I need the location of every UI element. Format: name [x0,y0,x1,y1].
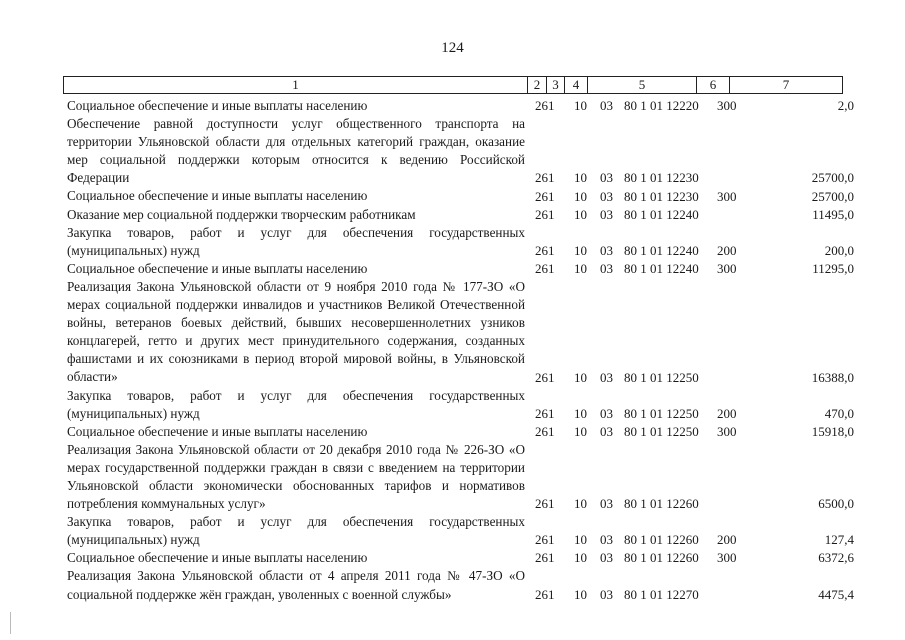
row-description: Социальное обеспечение и иные выплаты населению [67,260,368,276]
row-codes [525,169,854,187]
section-code: 10 [574,550,587,566]
row-description: Реализация Закона Ульяновской области от 9 ноября 2010 года № 177-ЗО «О мерах социальной поддержки инвалидов и участников Великой Отечественной войны, ветеранов боевых действий, бывших несовершеннолетних узников концлагерей, гетто и других мест принудительного содержания, созданных фашистами и их союзниками в период второй мировой войны, в Ульяновской области» [67,278,525,385]
row-codes [525,242,854,260]
target-article-code: 80 1 01 12250 [624,405,699,421]
amount: 15918,0 [811,423,854,439]
section-code: 10 [574,423,587,439]
header-col-6: 6 [697,77,730,94]
subsection-code: 03 [600,98,613,114]
admin-code: 261 [535,98,555,114]
expense-type-code [717,586,750,604]
target-article-code: 80 1 01 12230 [624,188,699,204]
target-article-code: 80 1 01 12260 [624,496,699,512]
table-row [67,260,857,278]
amount: 2,0 [837,98,854,114]
amount: 11295,0 [812,260,854,276]
admin-code: 261 [535,260,555,276]
subsection-code: 03 [600,550,613,566]
subsection-code: 03 [600,496,613,512]
section-code: 10 [574,242,587,258]
admin-code: 261 [535,586,555,602]
header-col-7: 7 [730,77,843,94]
amount: 4475,4 [818,586,854,602]
expense-type-code [717,169,750,187]
amount: 200,0 [824,242,854,258]
subsection-code: 03 [600,423,613,439]
subsection-code: 03 [600,405,613,421]
amount: 6372,6 [818,550,854,566]
subsection-code: 03 [600,369,613,385]
row-description: Закупка товаров, работ и услуг для обеспечения государственных (муниципальных) нужд [67,514,525,548]
expense-type-code: 300 [717,260,737,276]
section-code: 10 [574,260,587,276]
expense-type-code: 300 [717,550,737,566]
admin-code: 261 [535,496,555,512]
table-row [67,567,857,603]
amount: 25700,0 [811,170,854,186]
row-description: Реализация Закона Ульяновской области от 4 апреля 2011 года № 47-ЗО «О социальной поддержке жён граждан, уволенных с военной службы» [67,568,525,602]
target-article-code: 80 1 01 12260 [624,532,699,548]
row-codes [525,188,854,206]
table-row [67,187,857,205]
admin-code: 261 [535,405,555,421]
row-description: Реализация Закона Ульяновской области от 20 декабря 2010 года № 226-ЗО «О мерах государственной поддержки граждан в связи с введением на территории Ульяновской области экономически обоснованных тарифов и нормативов потребления коммунальных услуг» [67,441,525,512]
section-code: 10 [574,586,587,602]
table-row [67,549,857,567]
target-article-code: 80 1 01 12240 [624,260,699,276]
subsection-code: 03 [600,260,613,276]
target-article-code: 80 1 01 12270 [624,586,699,602]
subsection-code: 03 [600,586,613,602]
row-description: Закупка товаров, работ и услуг для обеспечения государственных (муниципальных) нужд [67,387,525,421]
row-codes [525,97,854,115]
expense-type-code: 300 [717,188,737,204]
section-code: 10 [574,170,587,186]
row-codes [525,369,854,387]
expense-type-code [717,206,750,224]
admin-code: 261 [535,532,555,548]
table-row [67,441,857,513]
header-col-5: 5 [588,77,697,94]
target-article-code: 80 1 01 12260 [624,550,699,566]
row-description: Социальное обеспечение и иные выплаты населению [67,188,368,204]
admin-code: 261 [535,170,555,186]
expense-type-code: 300 [717,423,737,439]
section-code: 10 [574,206,587,222]
table-row [67,115,857,187]
scan-margin-mark [10,612,11,634]
subsection-code: 03 [600,206,613,222]
row-codes [525,549,854,567]
row-description: Оказание мер социальной поддержки творческим работникам [67,206,416,222]
expense-type-code: 300 [717,98,737,114]
admin-code: 261 [535,242,555,258]
page-number: 124 [441,40,464,56]
subsection-code: 03 [600,170,613,186]
admin-code: 261 [535,206,555,222]
header-col-2: 2 [528,77,547,94]
target-article-code: 80 1 01 12250 [624,369,699,385]
table-row [67,423,857,441]
amount: 127,4 [824,532,854,548]
header-col-3: 3 [547,77,565,94]
target-article-code: 80 1 01 12220 [624,98,699,114]
target-article-code: 80 1 01 12240 [624,242,699,258]
subsection-code: 03 [600,532,613,548]
budget-rows [67,97,857,604]
row-description: Социальное обеспечение и иные выплаты населению [67,423,368,439]
row-description: Закупка товаров, работ и услуг для обеспечения государственных (муниципальных) нужд [67,224,525,258]
table-row [67,387,857,423]
amount: 470,0 [824,405,854,421]
column-header-table [63,76,843,94]
table-row [67,513,857,549]
expense-type-code [717,369,750,387]
admin-code: 261 [535,369,555,385]
table-row [67,224,857,260]
target-article-code: 80 1 01 12230 [624,170,699,186]
section-code: 10 [574,188,587,204]
row-codes [525,586,854,604]
table-row [67,97,857,115]
row-codes [525,495,854,513]
expense-type-code: 200 [717,532,737,548]
expense-type-code [717,495,750,513]
admin-code: 261 [535,550,555,566]
admin-code: 261 [535,423,555,439]
amount: 11495,0 [812,206,854,222]
amount: 16388,0 [811,369,854,385]
section-code: 10 [574,405,587,421]
row-codes [525,206,854,224]
expense-type-code: 200 [717,242,737,258]
section-code: 10 [574,496,587,512]
admin-code: 261 [535,188,555,204]
table-row [67,206,857,224]
subsection-code: 03 [600,188,613,204]
section-code: 10 [574,369,587,385]
header-col-4: 4 [565,77,588,94]
row-codes [525,423,854,441]
row-codes [525,405,854,423]
expense-type-code: 200 [717,405,737,421]
amount: 6500,0 [818,496,854,512]
table-row [67,278,857,387]
row-description: Обеспечение равной доступности услуг общественного транспорта на территории Ульяновской области для отдельных категорий граждан, оказание мер социальной поддержки которым относится к ведению Российской Федерации [67,116,525,186]
section-code: 10 [574,98,587,114]
row-codes [525,260,854,278]
row-codes [525,531,854,549]
target-article-code: 80 1 01 12250 [624,423,699,439]
subsection-code: 03 [600,242,613,258]
row-description: Социальное обеспечение и иные выплаты населению [67,550,368,566]
section-code: 10 [574,532,587,548]
amount: 25700,0 [811,188,854,204]
header-col-1: 1 [64,77,528,94]
target-article-code: 80 1 01 12240 [624,206,699,222]
row-description: Социальное обеспечение и иные выплаты населению [67,98,368,113]
